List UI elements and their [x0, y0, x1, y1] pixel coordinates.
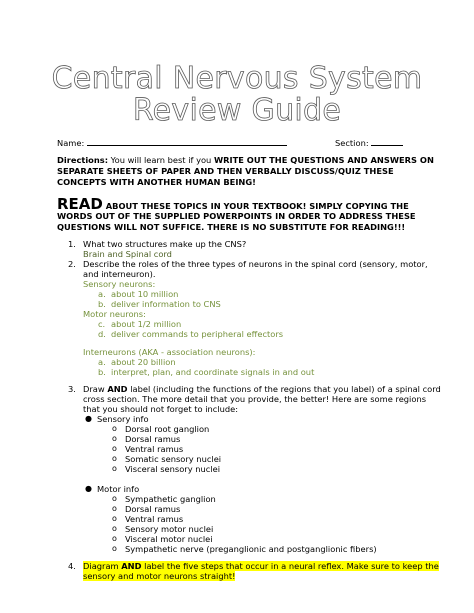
q2-line-1: Describe the roles of the three types of neurons in the spinal cord (sensory, motor, [83, 259, 428, 269]
m-item-5: Visceral motor nuclei [125, 534, 213, 544]
inter-a: about 20 billion [111, 357, 176, 367]
q4-line-1: Diagram AND label the five steps that occur in a neural reflex. Make sure to keep the [83, 561, 439, 571]
q4-line-2: sensory and motor neurons straight! [83, 571, 236, 581]
motor-d-letter: d. [98, 329, 106, 339]
inter-a-letter: a. [98, 357, 106, 367]
bullet-icon: ● [85, 414, 92, 423]
section-blank[interactable] [371, 137, 403, 146]
sensory-a: about 10 million [111, 289, 179, 299]
bullet-icon: o [112, 534, 117, 543]
m-item-2: Dorsal ramus [125, 504, 181, 514]
q4-number: 4. [68, 561, 76, 571]
motor-c: about 1/2 million [111, 319, 182, 329]
q3-line-2: cross section. The more detail that you provide, the better! Here are some regions [83, 394, 427, 404]
bullet-icon: o [112, 454, 117, 463]
title-line-1: Central Nervous System [51, 61, 423, 96]
motor-info-label: Motor info [97, 484, 140, 494]
q3-number: 3. [68, 384, 76, 394]
interneuron-label: Interneurons (AKA - association neurons): [83, 347, 256, 357]
bullet-icon: o [112, 434, 117, 443]
s-item-5: Visceral sensory nuclei [125, 464, 221, 474]
m-item-6: Sympathetic nerve (preganglionic and postganglionic fibers) [125, 544, 377, 554]
directions-line-2: SEPARATE SHEETS OF PAPER AND THEN VERBALLY DISCUSS/QUIZ THESE [57, 166, 394, 176]
title-line-2: Review Guide [132, 93, 342, 128]
section-label: Section: [335, 138, 369, 148]
read-line-2: WORDS OUT OF THE SUPPLIED POWERPOINTS IN ORDER TO ADDRESS THESE [57, 211, 416, 221]
name-field[interactable] [57, 137, 287, 148]
motor-d: deliver commands to peripheral effectors [111, 329, 284, 339]
q1-answer: Brain and Spinal cord [83, 249, 172, 259]
q1-text: What two structures make up the CNS? [83, 239, 247, 249]
bullet-icon: o [112, 494, 117, 503]
m-item-1: Sympathetic ganglion [125, 494, 216, 504]
bullet-icon: o [112, 504, 117, 513]
directions-line-1: Directions: You will learn best if you WRITE OUT THE QUESTIONS AND ANSWERS ON [57, 155, 434, 165]
q3-line-1: Draw AND label (including the functions of the regions that you label) of a spinal cord [83, 384, 441, 394]
inter-b: interpret, plan, and coordinate signals in and out [111, 367, 315, 377]
bullet-icon: o [112, 524, 117, 533]
bullet-icon: o [112, 544, 117, 553]
sensory-b-letter: b. [98, 299, 106, 309]
sensory-b: deliver information to CNS [111, 299, 221, 309]
name-label: Name: [57, 138, 85, 148]
name-blank[interactable] [87, 137, 287, 146]
s-item-2: Dorsal ramus [125, 434, 181, 444]
bullet-icon: o [112, 444, 117, 453]
inter-b-letter: b. [98, 367, 106, 377]
section-field[interactable] [335, 137, 403, 148]
read-line-3: QUESTIONS WILL NOT SUFFICE. THERE IS NO SUBSTITUTE FOR READING!!! [57, 222, 406, 232]
s-item-1: Dorsal root ganglion [125, 424, 210, 434]
q2-number: 2. [68, 259, 76, 269]
bullet-icon: ● [85, 484, 92, 493]
s-item-3: Ventral ramus [125, 444, 184, 454]
m-item-4: Sensory motor nuclei [125, 524, 214, 534]
q2-line-2: and interneuron). [83, 269, 156, 279]
s-item-4: Somatic sensory nuclei [125, 454, 222, 464]
directions-line-3: CONCEPTS WITH ANOTHER HUMAN BEING! [57, 177, 256, 187]
bullet-icon: o [112, 424, 117, 433]
q1-number: 1. [68, 239, 76, 249]
bullet-icon: o [112, 464, 117, 473]
q3-line-3: that you should not forget to include: [83, 404, 239, 414]
read-line-1: READ ABOUT THESE TOPICS IN YOUR TEXTBOOK! SIMPLY COPYING THE [57, 195, 409, 213]
motor-label: Motor neurons: [83, 309, 146, 319]
motor-c-letter: c. [98, 319, 106, 329]
m-item-3: Ventral ramus [125, 514, 184, 524]
sensory-label: Sensory neurons: [83, 279, 156, 289]
sensory-a-letter: a. [98, 289, 106, 299]
sensory-info-label: Sensory info [97, 414, 149, 424]
bullet-icon: o [112, 514, 117, 523]
